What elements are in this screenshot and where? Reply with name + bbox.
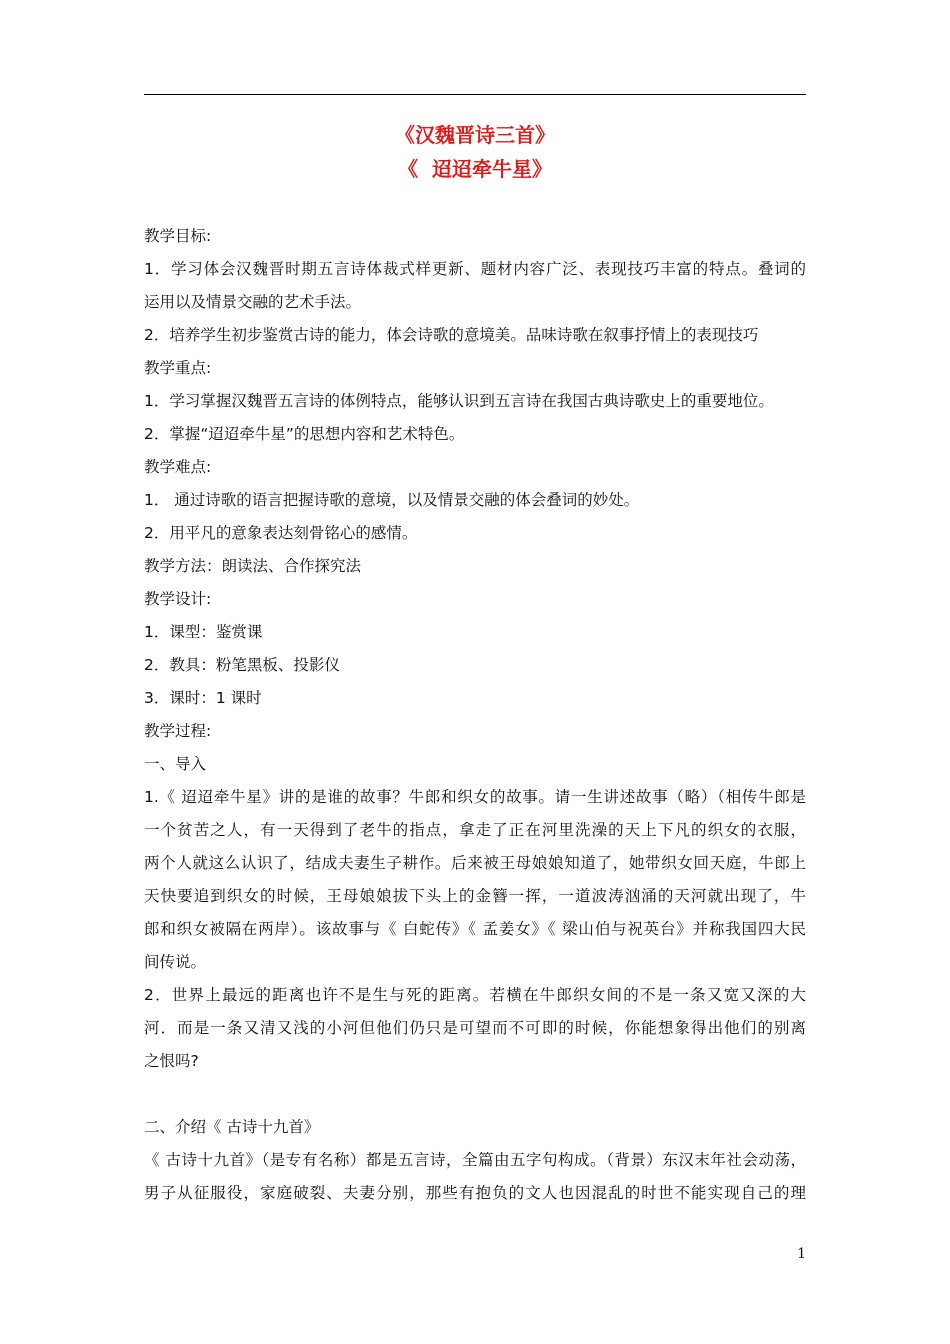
paragraph-line: 河．而是一条又清又浅的小河但他们仍只是可望而不可即的时候，你能想象得出他们的别离 xyxy=(144,1019,806,1037)
heading-teaching-design: 教学设计: xyxy=(144,590,212,608)
paragraph-line: 教学方法：朗读法、合作探究法 xyxy=(144,557,362,575)
paragraph-line: 之恨吗? xyxy=(144,1052,199,1070)
document-title xyxy=(144,118,806,186)
paragraph-line: 2．掌握“迢迢牵牛星”的思想内容和艺术特色。 xyxy=(144,425,465,443)
title-line-2: 《 迢迢牵牛星》 xyxy=(398,157,552,181)
paragraph-line: 男子从征服役，家庭破裂、夫妻分别，那些有抱负的文人也因混乱的时世不能实现自己的理 xyxy=(144,1184,806,1202)
heading-teaching-focus: 教学重点: xyxy=(144,359,212,377)
paragraph-line: 1． 通过诗歌的语言把握诗歌的意境，以及情景交融的体会叠词的妙处。 xyxy=(144,491,640,509)
paragraph-line: 2．用平凡的意象表达刻骨铭心的感情。 xyxy=(144,524,418,542)
paragraph-line: 2．教具：粉笔黑板、投影仪 xyxy=(144,656,340,674)
heading-teaching-goals: 教学目标: xyxy=(144,227,212,245)
heading-teaching-process: 教学过程: xyxy=(144,722,212,740)
paragraph-line: 郎和织女被隔在两岸）。该故事与《 白蛇传》《 孟姜女》《 梁山伯与祝英台》并称我国四大民 xyxy=(144,920,806,938)
paragraph-line: 两个人就这么认识了，结成夫妻生子耕作。后来被王母娘娘知道了，她带织女回天庭，牛郎上 xyxy=(144,854,806,872)
header-rule xyxy=(144,94,806,95)
paragraph-line: 1．学习掌握汉魏晋五言诗的体例特点，能够认识到五言诗在我国古典诗歌史上的重要地位。 xyxy=(144,392,774,410)
paragraph-line: 运用以及情景交融的艺术手法。 xyxy=(144,293,362,311)
paragraph-line: 2．培养学生初步鉴赏古诗的能力，体会诗歌的意境美。品味诗歌在叙事抒情上的表现技巧 xyxy=(144,326,759,344)
section-heading-nineteen-poems: 二、介绍《 古诗十九首》 xyxy=(144,1118,320,1136)
paragraph-line: 一个贫苦之人，有一天得到了老牛的指点，拿走了正在河里洗澡的天上下凡的织女的衣服， xyxy=(144,821,806,839)
paragraph-line: 《 古诗十九首》（是专有名称）都是五言诗，全篇由五字句构成。（背景）东汉末年社会动荡， xyxy=(144,1151,806,1169)
blank-line xyxy=(144,1078,806,1111)
heading-teaching-difficulties: 教学难点: xyxy=(144,458,212,476)
paragraph-line: 1．课型：鉴赏课 xyxy=(144,623,263,641)
paragraph-line: 2．世界上最远的距离也许不是生与死的距离。若横在牛郎织女间的不是一条又宽又深的大 xyxy=(144,986,806,1004)
page-number: 1 xyxy=(797,1246,806,1262)
paragraph-line: 天快要追到织女的时候，王母娘娘拔下头上的金簪一挥，一道波涛汹涌的天河就出现了，牛 xyxy=(144,887,806,905)
title-line-1: 《汉魏晋诗三首》 xyxy=(395,123,555,147)
paragraph-line: 间传说。 xyxy=(144,953,207,971)
paragraph-line: 1.《 迢迢牵牛星》讲的是谁的故事？牛郎和织女的故事。请一生讲述故事（略）（相传牛郎是 xyxy=(144,788,806,806)
paragraph-line: 3．课时：1 课时 xyxy=(144,689,262,707)
paragraph-line: 1．学习体会汉魏晋时期五言诗体裁式样更新、题材内容广泛、表现技巧丰富的特点。叠词的 xyxy=(144,260,806,278)
document-body xyxy=(144,220,806,1210)
section-heading-intro: 一、导入 xyxy=(144,755,207,773)
